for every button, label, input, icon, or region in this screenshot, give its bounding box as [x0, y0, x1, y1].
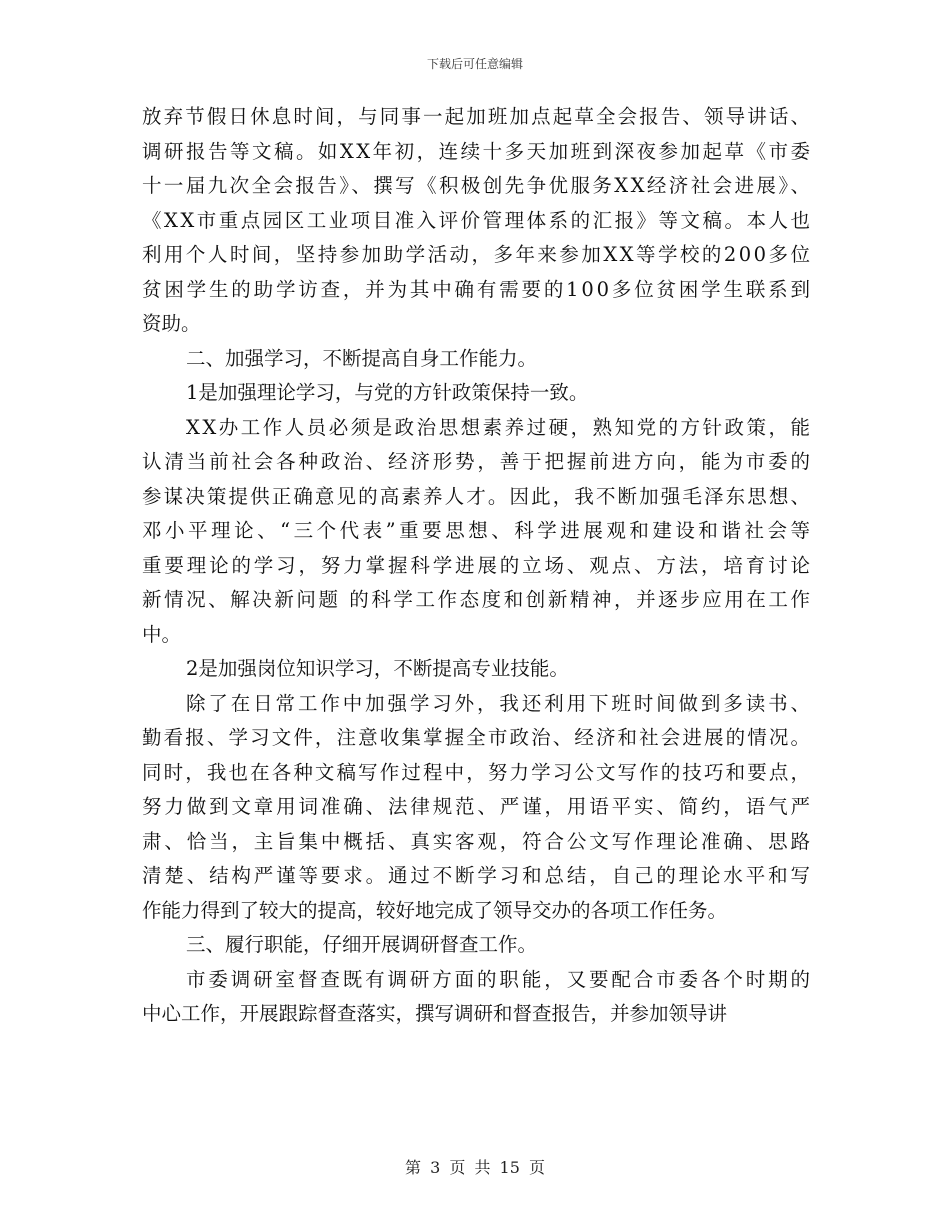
page-number-footer: 第 3 页 共 15 页 [405, 1158, 545, 1177]
text-line: 同时，我也在各种文稿写作过程中，努力学习公文写作的技巧和要点， [142, 760, 813, 784]
document-body [142, 100, 814, 1032]
text-line: 新情况、解决新问题 的科学工作态度和创新精神，并逐步应用在工作 [142, 588, 813, 611]
text-line: 利用个人时间，坚持参加助学活动，多年来参加XX等学校的200多位 [142, 243, 813, 266]
text-line: XX办工作人员必须是政治思想素养过硬，熟知党的方针政策，能 [186, 415, 813, 439]
text-line: 勤看报、学习文件，注意收集掌握全市政治、经济和社会进展的情况。 [142, 726, 813, 749]
text-line: 努力做到文章用词准确、法律规范、严谨，用语平实、简约，语气严 [142, 795, 813, 818]
text-line: 除了在日常工作中加强学习外，我还利用下班时间做到多读书、 [186, 691, 813, 715]
text-line: 十一届九次全会报告》、撰写《积极创先争优服务XX经济社会进展》、 [142, 174, 813, 197]
text-line: 资助。 [142, 312, 201, 335]
text-line: 参谋决策提供正确意见的高素养人才。因此，我不断加强毛泽东思想、 [142, 484, 813, 508]
text-line: 作能力得到了较大的提高，较好地完成了领导交办的各项工作任务。 [142, 898, 728, 922]
text-line: 《XX市重点园区工业项目准入评价管理体系的汇报》等文稿。本人也 [142, 208, 813, 232]
text-line: 中。 [142, 622, 182, 646]
text-line: 2是加强岗位知识学习，不断提高专业技能。 [186, 657, 569, 680]
text-line: 三、履行职能，仔细开展调研督查工作。 [186, 933, 538, 956]
text-line: 调研报告等文稿。如XX年初，连续十多天加班到深夜参加起草《市委 [142, 139, 813, 163]
text-line: 邓小平理论、“三个代表”重要思想、科学进展观和建设和谐社会等 [142, 519, 814, 542]
text-line: 贫困学生的助学访查，并为其中确有需要的100多位贫困学生联系到 [142, 277, 813, 301]
text-line: 市委调研室督查既有调研方面的职能，又要配合市委各个时期的 [186, 967, 813, 991]
page-header: 下载后可任意编辑 [426, 57, 523, 71]
text-line: 1是加强理论学习，与党的方针政策保持一致。 [186, 381, 589, 404]
text-line: 认清当前社会各种政治、经济形势，善于把握前进方向，能为市委的 [142, 450, 813, 473]
text-line: 放弃节假日休息时间，与同事一起加班加点起草全会报告、领导讲话、 [142, 105, 813, 128]
text-line: 二、加强学习，不断提高自身工作能力。 [186, 346, 538, 370]
text-line: 清楚、结构严谨等要求。通过不断学习和总结，自己的理论水平和写 [142, 864, 813, 887]
text-line: 重要理论的学习，努力掌握科学进展的立场、观点、方法，培育讨论 [142, 553, 813, 577]
text-line: 肃、恰当，主旨集中概括、真实客观，符合公文写作理论准确、思路 [142, 829, 813, 853]
text-line: 中心工作，开展跟踪督查落实，撰写调研和督查报告，并参加领导讲 [142, 1002, 728, 1025]
